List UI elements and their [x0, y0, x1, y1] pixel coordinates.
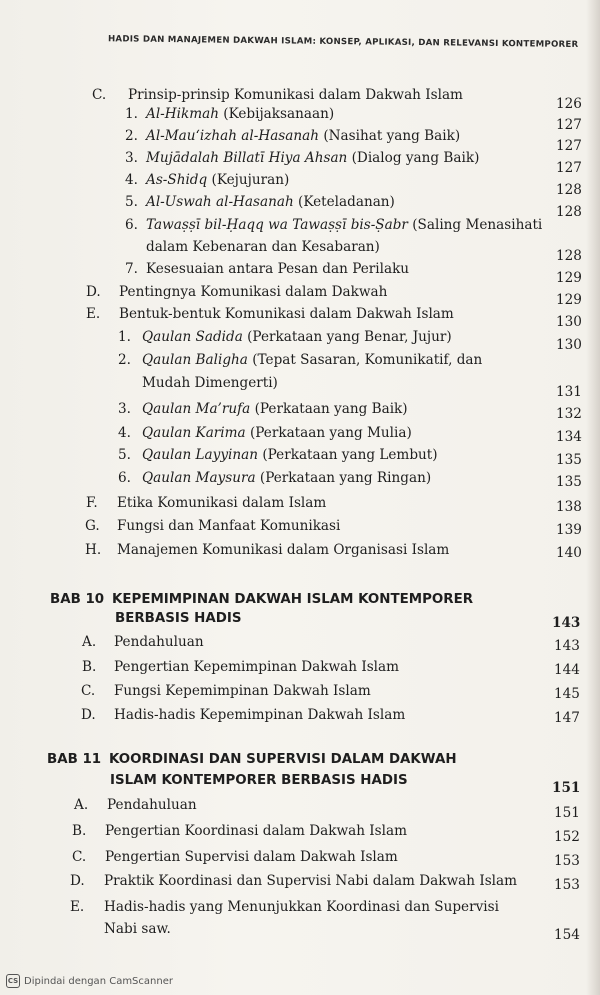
- page-number: 151: [554, 805, 580, 821]
- camscanner-logo-icon: CS: [6, 974, 20, 988]
- page-edge-shadow: [586, 0, 600, 995]
- page-number: 128: [556, 248, 582, 264]
- page-number: 128: [556, 204, 582, 220]
- running-head: HADIS DAN MANAJEMEN DAKWAH ISLAM: KONSEP, APLIKASI, DAN RELEVANSI KONTEMPORER: [107, 34, 579, 50]
- page-number: 129: [556, 292, 582, 308]
- page-number: 127: [556, 138, 582, 154]
- page-number: 143: [552, 615, 581, 631]
- page-number: 139: [556, 522, 582, 538]
- page-number: 151: [552, 780, 581, 796]
- scanner-watermark: [6, 973, 173, 989]
- document-page: HADIS DAN MANAJEMEN DAKWAH ISLAM: KONSEP, APLIKASI, DAN RELEVANSI KONTEMPORER C. Prinsip-prinsip Komunikasi dalam Dakwah Islam 126 1. Al-Hikmah (Kebijaksanaan) 127 2. Al-Mau‘izhah al-Hasanah (Nasihat yang Baik) 127 3. Mujādalah Billatī Hiya Ahsan (Dialog yang Baik) 127 4. As-Shidq (Kejujuran) 128 5. Al-Uswah al-Hasanah (Keteladanan) 128 6. Tawaṣṣī bil-Ḥaqq wa Tawaṣṣī bis-Ṣabr (Saling Menasihati dalam Kebenaran dan Kesabaran) 128 7. Kesesuaian antara Pesan dan Perilaku 129 D. Pentingnya Komunikasi dalam Dakwah 129 E. Bentuk-bentuk Komunikasi dalam Dakwah Islam 130 1. Qaulan Sadida (Perkataan yang Benar, Jujur) 130 2. Qaulan Baligha (Tepat Sasaran, Komunikatif, dan Mudah Dimengerti) 131 3. Qaulan Ma’rufa (Perkataan yang Baik) 132 4. Qaulan Karima (Perkataan yang Mulia) 134 5. Qaulan Layyinan (Perkataan yang Lembut) 135 6. Qaulan Maysura (Perkataan yang Ringan) 135 F. Etika Komunikasi dalam Islam 138 G. Fungsi dan Manfaat Komunikasi 139 H. Manajemen Komunikasi dalam Organisasi Islam 140 BAB 10 KEPEMIMPINAN DAKWAH ISLAM KONTEMPORER BERBASIS HADIS 143 A. Pendahuluan 143 B. Pengertian Kepemimpinan Dakwah Islam 144 C. Fungsi Kepemimpinan Dakwah Islam 145 D. Hadis-hadis Kepemimpinan Dakwah Islam 147 BAB 11 KOORDINASI DAN SUPERVISI DALAM DAKWAH ISLAM KONTEMPORER BERBASIS HADIS 151 A. Pendahuluan 151 B. Pengertian Koordinasi dalam Dakwah Islam 152 C. Pengertian Supervisi dalam Dakwah Islam 153 D. Praktik Koordinasi dan Supervisi Nabi dalam Dakwah Islam 153 E. Hadis-hadis yang Menunjukkan Koordinasi dan Supervisi Nabi saw. 154 CS Dipindai dengan CamScanner: [0, 0, 600, 995]
- chapter-11-heading: BAB 11 KOORDINASI DAN SUPERVISI DALAM DAKWAH: [47, 752, 457, 767]
- page-number: 131: [556, 384, 582, 400]
- chapter-10-heading-cont: BERBASIS HADIS: [115, 611, 242, 626]
- page-number: 140: [556, 545, 582, 561]
- page-number: 127: [556, 160, 582, 176]
- page-number: 135: [556, 452, 582, 468]
- page-number: 138: [556, 499, 582, 515]
- page-number: 126: [556, 96, 582, 112]
- page-number: 132: [556, 406, 582, 422]
- page-number: 128: [556, 182, 582, 198]
- page-number: 144: [554, 662, 580, 678]
- page-number: 143: [554, 638, 580, 654]
- watermark-text: Dipindai dengan CamScanner: [24, 975, 173, 987]
- chapter-10-heading: BAB 10 KEPEMIMPINAN DAKWAH ISLAM KONTEMPORER: [50, 592, 474, 607]
- page-number: 129: [556, 270, 582, 286]
- page-number: 147: [554, 710, 580, 726]
- page-number: 127: [556, 117, 582, 133]
- page-number: 130: [556, 337, 582, 353]
- page-number: 153: [554, 877, 580, 893]
- page-number: 152: [554, 829, 580, 845]
- page-number: 135: [556, 474, 582, 490]
- page-number: 153: [554, 853, 580, 869]
- page-number: 130: [556, 314, 582, 330]
- page-number: 134: [556, 429, 582, 445]
- chapter-11-heading-cont: ISLAM KONTEMPORER BERBASIS HADIS: [110, 773, 408, 788]
- page-number: 145: [554, 686, 580, 702]
- page-number: 154: [554, 927, 580, 943]
